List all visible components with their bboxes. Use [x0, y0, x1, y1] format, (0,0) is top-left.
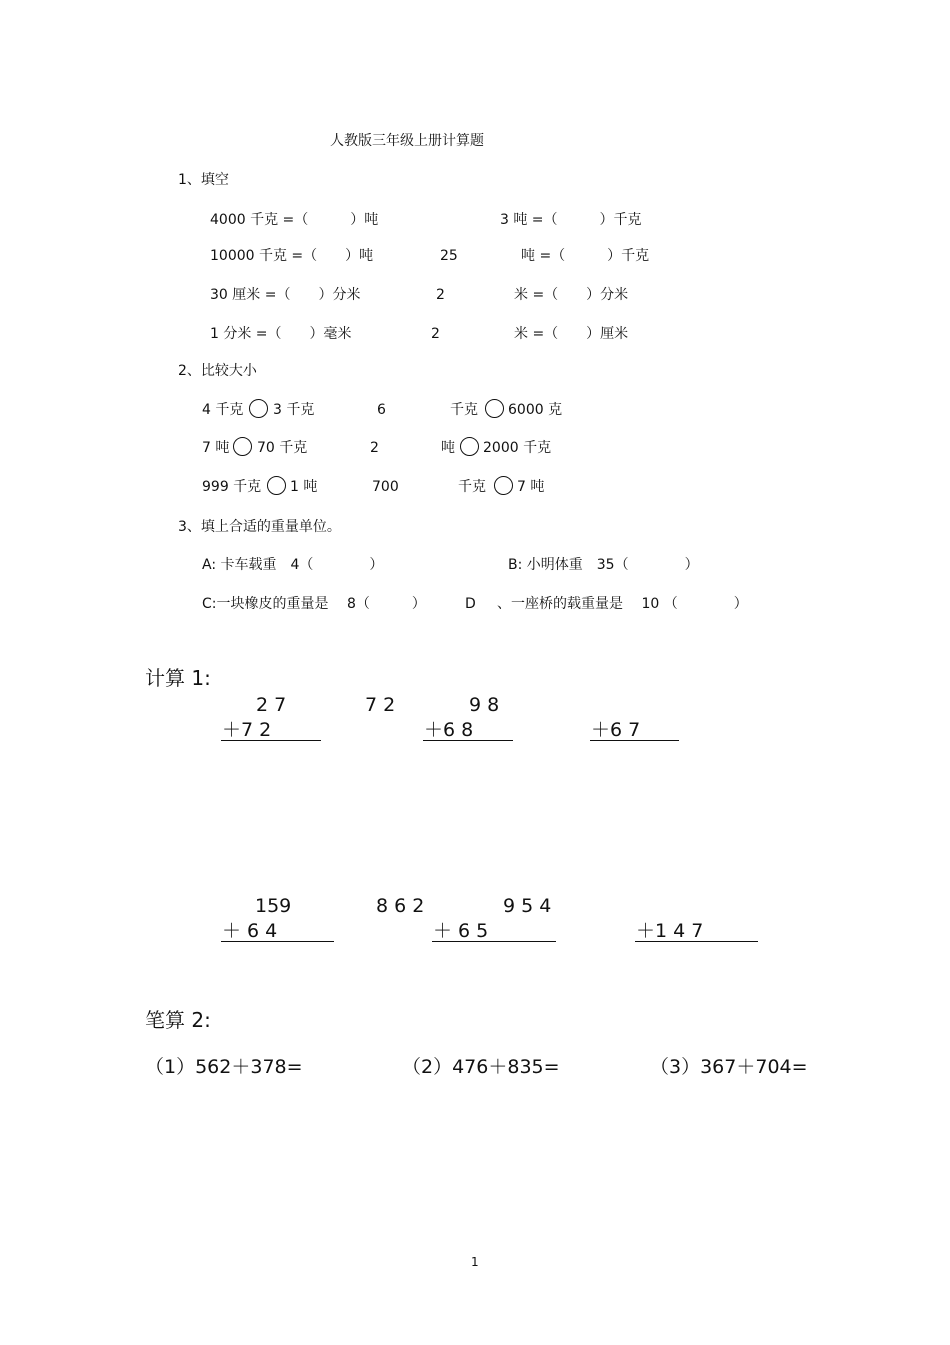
calc1-bottom-4: ＋ 6 4	[222, 920, 278, 942]
calc1-bottom-5: ＋ 6 5	[433, 920, 489, 942]
compare-row1-left-a: 4 千克	[202, 402, 244, 418]
fill-row2-number: 25	[440, 248, 458, 264]
compare-circle	[249, 399, 268, 418]
section3-heading: 3、填上合适的重量单位。	[178, 519, 341, 535]
compare-row1-number: 6	[377, 402, 386, 418]
fill-row3-left: 30 厘米 =（ ）分米	[210, 287, 361, 303]
answer-line	[432, 941, 556, 942]
fill-row3-right: 米 =（ ）分米	[514, 287, 629, 303]
fill-row4-number: 2	[431, 326, 440, 342]
fill-row4-left: 1 分米 =（ ）毫米	[210, 326, 352, 342]
compare-row2-left-a: 7 吨	[202, 440, 230, 456]
compare-row1-left-b: 3 千克	[273, 402, 315, 418]
answer-line	[590, 740, 679, 741]
section2-heading: 2、比较大小	[178, 363, 257, 379]
calc1-top-6: 9 5 4	[503, 895, 552, 917]
unit-item-b: B: 小明体重 35（ ）	[508, 557, 699, 573]
fill-row1-left: 4000 千克 =（ ）吨	[210, 212, 379, 228]
page-number: 1	[471, 1255, 479, 1269]
calc1-top-1: 2 7	[256, 694, 287, 716]
answer-line	[221, 740, 321, 741]
compare-row3-left-a: 999 千克	[202, 479, 262, 495]
unit-item-d-letter: D	[465, 596, 476, 612]
unit-item-d: 、一座桥的载重量是 10 （ ）	[497, 596, 748, 612]
unit-item-a: A: 卡车载重 4（ ）	[202, 557, 384, 573]
compare-circle	[233, 437, 252, 456]
page-title: 人教版三年级上册计算题	[330, 133, 484, 149]
answer-line	[221, 941, 334, 942]
calc2-item-3: （3）367＋704=	[650, 1056, 808, 1078]
calc2-item-2: （2）476＋835=	[402, 1056, 560, 1078]
compare-row2-right-a: 吨	[441, 440, 455, 456]
fill-row3-number: 2	[436, 287, 445, 303]
compare-row1-right-a: 千克	[450, 402, 478, 418]
compare-row2-left-b: 70 千克	[257, 440, 308, 456]
calc1-bottom-1: ＋7 2	[222, 719, 272, 741]
compare-row1-right-b: 6000 克	[508, 402, 563, 418]
calc1-top-5: 8 6 2	[376, 895, 425, 917]
fill-row1-right: 3 吨 =（ ）千克	[500, 212, 642, 228]
answer-line	[635, 941, 758, 942]
compare-row3-right-b: 7 吨	[517, 479, 545, 495]
compare-row3-left-b: 1 吨	[290, 479, 318, 495]
calc1-heading: 计算 1:	[145, 666, 211, 690]
fill-row4-right: 米 =（ ）厘米	[514, 326, 629, 342]
fill-row2-left: 10000 千克 =（ ）吨	[210, 248, 374, 264]
answer-line	[423, 740, 513, 741]
calc1-top-2: 7 2	[365, 694, 396, 716]
calc2-item-1: （1）562＋378=	[145, 1056, 303, 1078]
unit-item-c: C:一块橡皮的重量是 8（ ）	[202, 596, 426, 612]
compare-circle	[460, 437, 479, 456]
calc1-top-3: 9 8	[469, 694, 500, 716]
compare-row2-right-b: 2000 千克	[483, 440, 552, 456]
compare-row3-right-a: 千克	[458, 479, 486, 495]
compare-circle	[485, 399, 504, 418]
section1-heading: 1、填空	[178, 172, 229, 188]
calc1-top-4: 159	[255, 895, 292, 917]
calc1-bottom-2: ＋6 8	[424, 719, 474, 741]
compare-circle	[267, 476, 286, 495]
calc1-bottom-6: ＋1 4 7	[636, 920, 704, 942]
compare-row3-number: 700	[372, 479, 399, 495]
fill-row2-right: 吨 =（ ）千克	[521, 248, 650, 264]
compare-circle	[494, 476, 513, 495]
compare-row2-number: 2	[370, 440, 379, 456]
calc2-heading: 笔算 2:	[145, 1008, 211, 1032]
calc1-bottom-3: ＋6 7	[591, 719, 641, 741]
